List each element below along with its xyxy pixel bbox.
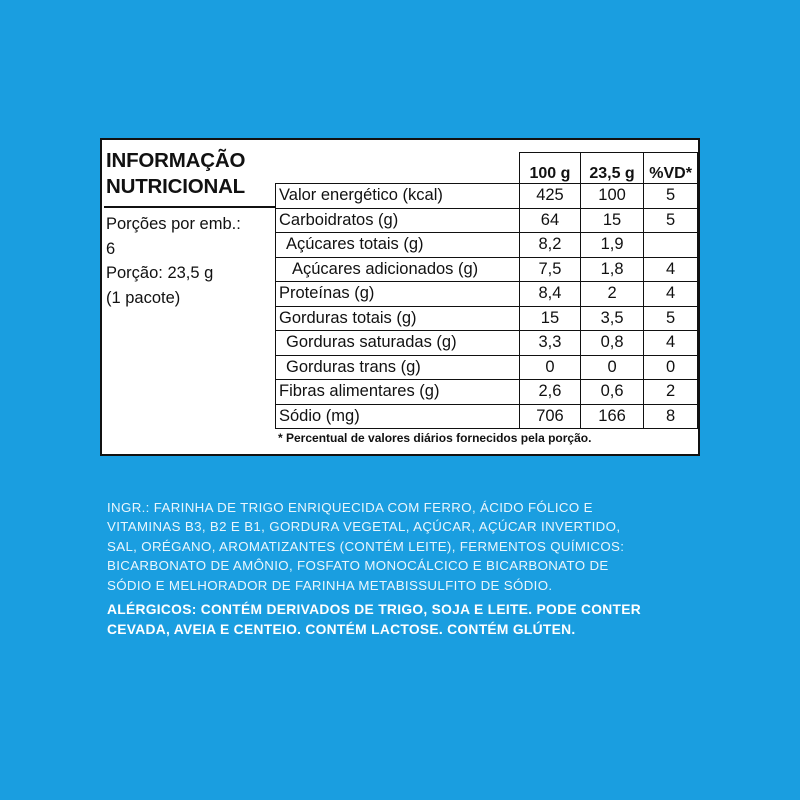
nutrient-per-portion: 1,9	[580, 233, 643, 258]
nutrient-per-portion: 2	[580, 282, 643, 307]
title-divider	[104, 206, 276, 208]
header-daily-value: %VD*	[644, 153, 698, 184]
nutrient-per-100g: 0	[520, 355, 581, 380]
nutrition-label	[100, 138, 700, 456]
table-row	[276, 404, 698, 429]
allergens-line: ALÉRGICOS: CONTÉM DERIVADOS DE TRIGO, SOJA E LEITE. PODE CONTER	[107, 602, 642, 617]
ingredients-line: SÓDIO E MELHORADOR DE FARINHA METABISSULFITO DE SÓDIO.	[107, 577, 553, 593]
nutrient-daily-value: 5	[644, 184, 698, 209]
nutrient-daily-value: 4	[644, 282, 698, 307]
table-row	[276, 331, 698, 356]
nutrition-title	[106, 148, 245, 200]
title-line-2: NUTRICIONAL	[106, 175, 246, 198]
nutrient-name: Gorduras trans (g)	[276, 355, 520, 380]
nutrient-name: Valor energético (kcal)	[276, 184, 520, 209]
nutrient-per-portion: 1,8	[580, 257, 643, 282]
nutrient-per-portion: 166	[580, 404, 643, 429]
nutrient-name: Gorduras saturadas (g)	[276, 331, 520, 356]
nutrient-per-100g: 7,5	[520, 257, 581, 282]
table-row	[276, 233, 698, 258]
nutrient-per-100g: 15	[520, 306, 581, 331]
nutrient-name: Sódio (mg)	[276, 404, 520, 429]
ingredients-line: INGR.: FARINHA DE TRIGO ENRIQUECIDA COM FERRO, ÁCIDO FÓLICO E	[107, 500, 593, 515]
nutrient-name: Açúcares adicionados (g)	[276, 257, 520, 282]
nutrient-per-100g: 425	[520, 184, 581, 209]
ingredients-line: BICARBONATO DE AMÔNIO, FOSFATO MONOCÁLCICO E BICARBONATO DE	[107, 558, 609, 574]
nutrient-daily-value	[644, 233, 698, 258]
nutrient-daily-value: 0	[644, 355, 698, 380]
nutrient-per-portion: 0	[580, 355, 643, 380]
nutrient-per-100g: 3,3	[520, 331, 581, 356]
nutrient-per-portion: 0,6	[580, 380, 643, 405]
ingredients-text	[107, 498, 707, 595]
nutrient-per-100g: 64	[520, 208, 581, 233]
nutrient-per-portion: 3,5	[580, 306, 643, 331]
header-per-portion: 23,5 g	[580, 153, 643, 184]
header-per-100g: 100 g	[520, 153, 581, 184]
nutrient-name: Açúcares totais (g)	[276, 233, 520, 258]
nutrient-per-portion: 0,8	[580, 331, 643, 356]
nutrient-daily-value: 5	[644, 306, 698, 331]
portion-size: Porção: 23,5 g	[106, 264, 214, 282]
nutrient-name: Fibras alimentares (g)	[276, 380, 520, 405]
table-row	[276, 184, 698, 209]
ingredients-line: SAL, ORÉGANO, AROMATIZANTES (CONTÉM LEITE), FERMENTOS QUÍMICOS:	[107, 538, 625, 554]
table-header-row	[276, 153, 698, 184]
nutrient-per-100g: 2,6	[520, 380, 581, 405]
nutrient-per-portion: 15	[580, 208, 643, 233]
nutrient-daily-value: 4	[644, 331, 698, 356]
daily-value-footnote: * Percentual de valores diários fornecidos pela porção.	[278, 431, 592, 445]
portion-unit: (1 pacote)	[106, 288, 181, 307]
nutrient-name: Proteínas (g)	[276, 282, 520, 307]
ingredients-line: VITAMINAS B3, B2 E B1, GORDURA VEGETAL, AÇÚCAR, AÇÚCAR INVERTIDO,	[107, 519, 621, 535]
header-blank	[276, 153, 520, 184]
allergens-warning	[107, 600, 707, 639]
table-row	[276, 282, 698, 307]
table-row	[276, 208, 698, 233]
nutrient-daily-value: 4	[644, 257, 698, 282]
nutrient-per-100g: 8,4	[520, 282, 581, 307]
nutrient-daily-value: 8	[644, 404, 698, 429]
nutrient-per-100g: 8,2	[520, 233, 581, 258]
table-row	[276, 257, 698, 282]
nutrient-name: Gorduras totais (g)	[276, 306, 520, 331]
portions-per-package-value: 6	[106, 239, 116, 258]
table-row	[276, 306, 698, 331]
nutrient-daily-value: 5	[644, 208, 698, 233]
nutrient-per-100g: 706	[520, 404, 581, 429]
nutrition-table	[275, 152, 698, 429]
table-row	[276, 380, 698, 405]
portions-per-package-label: Porções por emb.:	[106, 215, 241, 233]
table-row	[276, 355, 698, 380]
nutrient-name: Carboidratos (g)	[276, 208, 520, 233]
nutrient-per-portion: 100	[580, 184, 643, 209]
allergens-line: CEVADA, AVEIA E CENTEIO. CONTÉM LACTOSE. CONTÉM GLÚTEN.	[107, 621, 576, 637]
nutrient-daily-value: 2	[644, 380, 698, 405]
portion-info	[106, 212, 241, 310]
title-line-1: INFORMAÇÃO	[106, 149, 246, 172]
